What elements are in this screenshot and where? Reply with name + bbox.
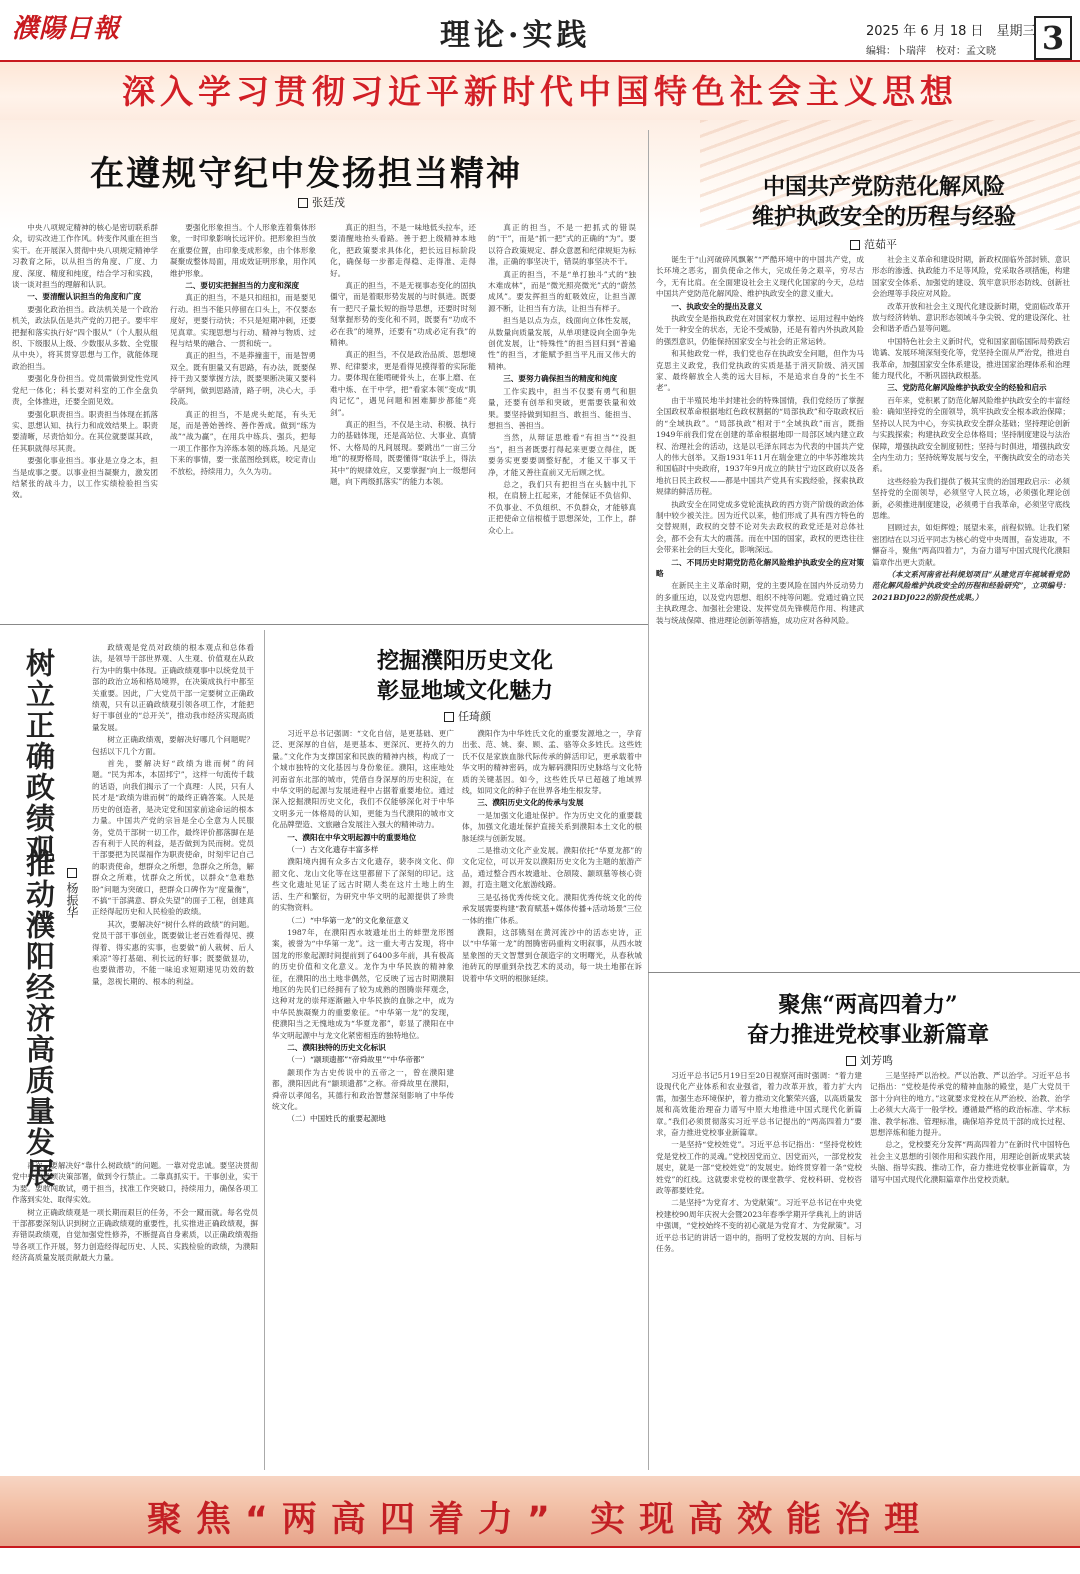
section-divider — [0, 624, 648, 625]
article4-subheading-minor: （二）“中华第一龙”的文化象征意义 — [287, 915, 409, 925]
article1-paragraph: 真正的担当，不是只扣纽扣，而是要见行动。担当不能只停留在口头上，不仅要态度好，更要行动快；不只是短期冲刺，还要见真章。实现思想与行动、精神与物质、过程与结果的融合、一贯和统一。 — [170, 293, 316, 349]
banner-title: 深入学习贯彻习近平新时代中国特色社会主义思想 — [122, 72, 958, 111]
article2-column-1 — [656, 254, 864, 964]
article2-paragraph: 在新民主主义革命时期，党的主要风险在国内外反动势力的多重压迫，以及党内思想、组织不纯等问题。党通过确立民主执政理念、加强社会建设、发挥党员先锋模范作用、构建武装与统战保障、推进理论创新等措施，成功应对各种风险。 — [656, 581, 864, 625]
page-number: 3 — [1034, 16, 1072, 60]
article5-author: 刘芳鸣 — [860, 1054, 893, 1067]
article2-paragraph: 改革开放和社会主义现代化建设新时期，党面临改革开放与经济转轨、意识形态领域斗争尖锐、党的建设深化、社会和谐矛盾凸显等问题。 — [872, 301, 1070, 334]
article3-title-line1: 树立正确政绩观 — [22, 648, 56, 865]
article4-subheading-minor: （一）古文化遗存丰富多样 — [287, 845, 379, 855]
author-marker-icon — [846, 1056, 856, 1066]
newspaper-logo: 濮陽日報 — [12, 14, 121, 44]
article4-subheading-minor: （一）“颛顼遗都”“帝舜故里”“中华帝都” — [287, 1055, 425, 1065]
author-marker-icon — [850, 240, 860, 250]
article3-title-line2: 推动濮阳经济高质量发展 — [22, 848, 56, 1189]
article5-column-2 — [870, 1070, 1070, 1466]
article1-paragraph: 真正的担当，不是虎头蛇尾，有头无尾，而是善始善终、善作善成。做到“练为战”“战为赢”，在用兵中练兵、强兵，把每一项工作都作为淬炼本领的练兵场。凡是定下来的事情，要一张蓝图绘到底，咬定青山不放松，持续用力，久久为功。 — [170, 409, 316, 476]
article4-subheading-minor: （二）中国姓氏的重要起源地 — [287, 1114, 386, 1124]
article3-paragraph: 树立正确政绩观是一项长期而艰巨的任务，不会一蹴而就。每名党员干部都要深刻认识到树立正确政绩观的重要性，扎实推进正确政绩观，摒弃错误政绩观，自觉加强党性修养，不断提高自身素质，以正确政绩观指导各项工作开展，努力创造经得起历史、人民、实践检验的政绩，为濮阳经济高质量发展贡献最大力量。 — [12, 1207, 258, 1263]
issue-date: 2025 年 6 月 18 日 星期三 — [866, 24, 1036, 39]
article5-paragraph: 习近平总书记5月19日至20日视察河南时强调：“着力建设现代化产业体系和农业强省，着力改革开放，着力扩大内需，加强生态环境保护，着力推动文化繁荣兴盛，以高质量发展和高效能治理奋力谱写中原大地推进中国式现代化新篇章。”我们必须贯彻落实习近平总书记提出的“两高四着力”要求，奋力推进党校事业新篇章。 — [656, 1071, 862, 1138]
article3-author: 杨振华 — [65, 882, 79, 918]
article1-paragraph: 当然，从辩证思维看“有担当”“没担当”，担当者既要打得起来更要立得住，既要务实更要要调整好配，才能又干事又干净，才能又善往直前又无后顾之忧。 — [488, 433, 636, 477]
article3-column-1 — [92, 642, 254, 1152]
article2-paragraph: 诞生于“山河破碎风飘絮”“严酷环境中的中国共产党，成长环境之恶劣，面负使命之伟大，完成任务之艰辛，穷尽古今，无有比肩。在全面建设社会主义现代化国家的今天，总结中国共产党防范化解风险、维护执政安全的意义重大。 — [656, 255, 864, 299]
article3-column-2 — [12, 1160, 258, 1466]
article2-subheading: 三、党防范化解风险维护执政安全的经验和启示 — [887, 383, 1047, 393]
article4-column-1 — [272, 728, 454, 1466]
article4-paragraph: 习近平总书记强调：“文化自信，是更基础、更广泛、更深厚的自信，是更基本、更深沉、更持久的力量。”文化作为支撑国家和民族的精神内核，构成了一个城市独特的文化基因与身份象征。濮阳，这座地处河南省东北部的城市，凭借自身深厚的历史积淀，在中华文明的起源与发展进程中占据着重要地位。通过深入挖掘濮阳历史文化，我们不仅能够深化对于中华文明多元一体格局的认知，更能为当代濮阳的城市文化品牌塑造、文旅融合发展注入强大的精神动力。 — [272, 729, 454, 830]
article1-author: 张廷茂 — [312, 196, 345, 209]
article1-paragraph: 真正的担当，不是无视事态变化的固执僵守，而是着眼形势发展的与时俱进。既要有一把尺子量长短的指导思想，还要时时刻刻掌握形势的变化和不同，既要有“功成不必在我”的境界，还要有“功成必定有我”的精神。 — [330, 281, 476, 348]
article1-subheading: 三、要努力确保担当的精度和纯度 — [503, 374, 618, 384]
article2-paragraph: 和其他政党一样，我们党也存在执政安全问题，但作为马克思主义政党，我们党执政的实质是基于消灭阶级、消灭国家、最终解放全人类的远大目标，不是追求自身的“长生不老”。 — [656, 349, 864, 393]
article3-paragraph: 首先，要解决好“政绩为谁而树”的问题。“民为邦本，本固邦宁”，这样一句流传千载的话语，向我们揭示了一个真理：人民，只有人民才是“政绩为谁而树”的最终正确答案。人民是历史的创造者，是决定党和国家前途命运的根本力量。中国共产党的宗旨是全心全意为人民服务，党员干部树一切工作，最终评价都落脚在是否有利于人民的利益，是否做到为民而树。党员干部要把为民谋福作为职责使命，时刻牢记自己的职责使命，想群众之所想，急群众之所急，解群众之所难，忧群众之所忧，以群众“急难愁盼”问题为突破口，把群众口碑作为“度量衡”，不搞“干部满意、群众失望”的面子工程，创建真正经得起历史和人民检验的政绩。 — [92, 759, 254, 917]
article4-paragraph: 二是推动文化产业发展。濮阳依托“华夏龙都”的文化定位，可以开发以濮阳历史文化为主题的旅游产品，通过整合西水坡遗址、仓颉陵、颛顼墓等核心资源，打造主题文化旅游线路。 — [462, 846, 642, 890]
article2-subheading: 二、不同历史时期党防范化解风险维护执政安全的应对策略 — [656, 557, 864, 578]
editor-credit: 编辑：卜瑞萍 校对：孟文晓 — [866, 46, 996, 57]
article4-paragraph: 濮阳，这部镌刻在黄河流沙中的活态史诗，正以“中华第一龙”的图腾密码重构文明叙事，从西水坡星象图的天文智慧到仓颉造字的文明曙光，从春秋城池砖瓦的厚重到杂技艺术的灵动，每一块土地都在诉说着中华文明的根脉延续。 — [462, 927, 642, 983]
article5-paragraph: 二是坚持“为党育才、为党献策”。习近平总书记在中央党校建校90周年庆祝大会暨2023年春季学期开学典礼上的讲话中强调，“党校始终不变的初心就是为党育才、为党献策”。习近平总书记的讲话一语中的，指明了党校发展的方向、目标与任务。 — [656, 1198, 862, 1254]
article2-paragraph: 执政安全是指执政党在对国家权力掌控、运用过程中始终处于一种安全的状态，无论不受威胁，还是有着内外执政风险的强烈意识，仍能保持国家安全与社会的正常运转。 — [656, 314, 864, 346]
article1-paragraph: 工作实践中，担当不仅要有勇气和胆量，还要有创举和突破，更需要铁量和效果。要坚持做到知担当、敢担当、能担当、想担当、善担当。 — [488, 386, 636, 430]
article2-project-note: （本文系河南省社科规划项目“从建党百年视域看党防范化解风险维护执政安全的历程和经验研究”，立项编号：2021BDJ022的阶段性成果。） — [872, 569, 1070, 602]
article1-paragraph: 真正的担当，不仅是主动、积极、执行力的基础体现，还是高站位、大事业、真情怀、大格局的凡间展现。要跳出“一亩三分地”的视野格局，既要懂得“取法乎上，得法其中”的规律效应，又要掌握“向上一级想问题，向下两级抓落实”的能力本领。 — [330, 419, 476, 486]
article3-paragraph: 再次，要解决好“靠什么树政绩”的问题。一靠对党忠诚。要坚决贯彻党中央的各项决策部署，做到令行禁止。二靠真抓实干。干事创业，实干为要。要敢闯敢试，勇于担当，找准工作突破口，持续用力，确保各项工作落到实处、取得实效。 — [12, 1161, 258, 1205]
article2-paragraph: 这些经验为我们提供了极其宝贵的治国理政启示：必须坚持党的全面领导，必须坚守人民立场，必须强化理论创新，必须推进制度建设，必须勇于自我革命，必须坚守底线思维。 — [872, 476, 1070, 520]
article1-paragraph: 中央八项规定精神的核心是密切联系群众，切实改进工作作风。转变作风重在担当实干。在开展深入贯彻中央八项规定精神学习教育之际，以从担当的角度、广度、力度、深度、精度和纯度，结合学习和实践，谈一谈对担当的理解和认识。 — [12, 223, 158, 290]
article4-subheading: 一、濮阳在中华文明起源中的重要地位 — [287, 832, 417, 842]
article5-paragraph: 三是坚持严以治校。严以治教、严以治学。习近平总书记指出：“党校是传承党的精神血脉的殿堂，是广大党员干部十分向往的地方。”这就要求党校在从严治校、治教、治学上必须大大高于一般学校。遵循最严格的政治标准、学术标准、教学标准、管理标准，确保培养党员干部的成长过程、思想淬炼和能力提升。 — [870, 1071, 1070, 1138]
article2-subheading: 一、执政安全的提出及意义 — [671, 301, 763, 311]
article2-paragraph: 回顾过去，如炬辉煌；展望未来，前程似锦。让我们紧密团结在以习近平同志为核心的党中央周围，奋发进取，不懈奋斗，聚焦“两高四着力”，为奋力谱写中国式现代化濮阳篇章作出更大贡献。 — [872, 523, 1070, 567]
section-title: 理论·实践 — [440, 18, 591, 53]
article4-title-line2: 彰显地域文化魅力 — [376, 678, 553, 704]
author-marker-icon — [298, 198, 308, 208]
article2-paragraph: 中国特色社会主义新时代，党和国家面临国际局势跌宕诡谲、发展环境深刻变化等，党坚持全面从严治党，推进自我革命，加强国家安全体系建设，推进国家治理体系和治理能力现代化，不断巩固执政根基。 — [872, 336, 1070, 381]
article1-column-4 — [488, 222, 636, 618]
column-divider — [264, 630, 265, 1470]
article2-column-2 — [872, 254, 1070, 964]
article2-byline — [850, 236, 897, 252]
article4-paragraph: 濮阳境内拥有众多古文化遗存，裴李岗文化、仰韶文化、龙山文化等在这里都留下了深刻的印记。这些文化遗址见证了远古时期人类在这片土地上的生活、生产和繁衍，为研究中华文明的起源提供了珍贵的实物资料。 — [272, 857, 454, 913]
article4-title-line1: 挖掘濮阳历史文化 — [376, 648, 553, 674]
article1-paragraph: 要强化政治担当。政法机关是一个政治机关，政法队伍是共产党的刀把子。要牢牢把握和落实执行好“四个服从”（个人服从组织、下级服从上级、少数服从多数、全党服从中央），将其贯穿思想与工作，就能体现政治担当。 — [12, 304, 158, 371]
article2-paragraph: 执政安全在同党成多党轮流执政的西方资产阶级的政治体制中较少被关注。因为近代以来，他们形成了具有西方特色的交替规则，政权的交替不论对失去政权的政党还是对总体社会，都不会有太大的震荡。而在中国的国家，政权的更迭往往会带来社会的巨大变化，影响深远。 — [656, 499, 864, 555]
article5-title-line2: 奋力推进党校事业新篇章 — [746, 1022, 989, 1048]
article2-title-line1: 中国共产党防范化解风险 — [762, 174, 1005, 200]
article5-column-1 — [656, 1070, 862, 1466]
article1-paragraph: 担当是以点为点，线面向立体性发展，从数量向质量发展，从单项建设向全面争先创优发展，让“特殊性”的担当回归到“普遍性”的担当，才能赋予担当平凡而又伟大的精神。 — [488, 316, 636, 371]
article1-column-1 — [12, 222, 158, 618]
author-marker-icon — [444, 712, 454, 722]
footer-divider — [0, 1546, 1080, 1548]
article4-subheading: 二、濮阳独特的历史文化标识 — [287, 1042, 386, 1052]
article4-paragraph: 1987年，在濮阳西水坡遗址出土的蚌塑龙形图案，被誉为“中华第一龙”。这一重大考古发现，将中国龙的形象起源时间提前到了6400多年前，具有极高的历史价值和文化意义。龙作为中华民族的精神象征，在濮阳的出土地非偶然，它反映了远古时期濮阳地区的先民们已经拥有了较为成熟的图腾崇拜观念，这种对龙的崇拜逐渐融入中华民族的血脉之中，成为中华民族凝聚力的重要象征。“中华第一龙”的发现，使濮阳当之无愧地成为“华夏龙都”，彰显了濮阳在中华文明起源中与龙文化紧密相连的独特地位。 — [272, 927, 454, 1040]
article5-byline — [846, 1052, 893, 1068]
article5-paragraph: 一是坚持“党校姓党”。习近平总书记指出：“坚持党校姓党是党校工作的灵魂。”党校因党而立、因党而兴，一部党校发展史，就是一部“党校姓党”的发展史。始终贯穿着一条“党校姓党”的红线。这就要求党校的课堂教学、党校科研、党校咨政等都要姓党。 — [656, 1140, 862, 1196]
article4-paragraph: 濮阳作为中华姓氏文化的重要发源地之一，孕育出张、范、姚、秦、顾、孟、骆等众多姓氏。这些姓氏不仅是家族血脉代际传承的鲜活印记，更承载着中华文明的精神密码，成为解码濮阳历史脉络与文化特质的关键基因。如今，这些姓氏早已超越了地域界线，如同文化的种子在世界各地生根发芽。 — [462, 729, 642, 796]
author-marker-icon — [67, 868, 77, 878]
article4-paragraph: 三是弘扬优秀传统文化。濮阳优秀传统文化的传承发展需要构建“教育赋基+媒体传播+活动场景”三位一体的推广体系。 — [462, 892, 642, 925]
footer-slogan: 聚焦“两高四着力” 实现高效能治理 — [146, 1500, 934, 1540]
article2-paragraph: 百年来，党积累了防范化解风险维护执政安全的丰富经验：确知坚持党的全面领导，筑牢执政安全根本政治保障；坚持以人民为中心，夯实执政安全群众基础；坚持理论创新与实践探索；构建执政安全总体格局；坚持制度建设与法治保障，增强执政安全制度韧性；坚持与时俱进，增强执政安全内生动力；坚持统筹发展与安全，平衡执政安全的动态关系。 — [872, 395, 1070, 474]
article2-paragraph: 社会主义革命和建设时期，新政权面临外部封锁、意识形态的渗透、执政能力不足等风险，党采取各项措施，构建国家安全体系、加强党的建设、筑牢意识形态防线、创新社会治理等手段应对风险。 — [872, 255, 1070, 299]
article3-paragraph: 树立正确政绩观，要解决好哪几个问题呢？包括以下几个方面。 — [92, 735, 254, 756]
section-divider — [648, 972, 1080, 973]
article1-column-3 — [330, 222, 476, 618]
article2-author: 范茹平 — [864, 238, 897, 251]
article1-paragraph: 要强化形象担当。个人形象连着集体形象，一时印象影响长远评价。把形象担当放在重要位置，由印象变成形象，由个体形象凝聚成整体局面，用成效证明形象，用作风维护形象。 — [170, 223, 316, 278]
article5-paragraph: 总之，党校要充分发挥“两高四着力”在新时代中国特色社会主义思想的引领作用和实践作用，用理论创新成果武装头脑、指导实践、推动工作，奋力推进党校事业新篇章，为谱写中国式现代化濮阳篇章作出党校贡献。 — [870, 1140, 1070, 1184]
article2-paragraph: 由于半殖民地半封建社会的特殊国情，我们党经历了掌握全国政权革命根据地红色政权割据的“局部执政”和夺取政权后的“全域执政”。“局部执政”相对于“全域执政”而言，既指1949年前我们党在创建的革命根据地即一局部区域内建立政权、治理社会的活动，这是以毛泽东同志为代表的中国共产党人的伟大创举。又指1931年11月在瑞金建立的中华苏维埃共和国临时中央政府，1937年9月成立的陕甘宁边区政府以及各地抗日民主政权——都是中国共产党具有实践经验，探索执政规律的鲜活历程。 — [656, 395, 864, 497]
article4-byline — [444, 708, 491, 724]
article4-paragraph: 颛顼作为古史传说中的五帝之一，曾在濮阳建都，濮阳因此有“颛顼遗都”之称。帝舜故里在濮阳，舜帝以孝闻名，其德行和政治智慧深刻影响了中华传统文化。 — [272, 1067, 454, 1111]
article4-paragraph: 一是加强文化遗址保护。作为历史文化的重要载体，加强文化遗址保护直接关系到濮阳本土文化的根脉延续与创新发展。 — [462, 810, 642, 843]
article4-author: 任琦颜 — [458, 710, 491, 723]
article1-paragraph: 真正的担当，不是一味地低头拉车，还要清醒地抬头看路。善于把上级精神本地化，把政策要求具体化，把长远目标阶段化，确保每一步都走得稳、走得准、走得好。 — [330, 223, 476, 278]
article1-subheading: 一、要清醒认识担当的角度和广度 — [27, 292, 142, 302]
article5-title-line1: 聚焦“两高四着力” — [778, 992, 958, 1018]
article1-paragraph: 真正的担当，不是莽撞蛮干，而是智勇双全。既有胆量又有思路，有办法，既要保持干劲又要掌握方法，既要果断决策又要科学研判，做到思路清，路子明，决心大，手段高。 — [170, 351, 316, 407]
article1-subheading: 二、要切实把握担当的力度和深度 — [185, 281, 300, 291]
article1-paragraph: 总之，我们只有把担当在头脑中扎下根，在肩膀上扛起来，才能保证不负信仰、不负事业、不负组织、不负群众，才能够真正把使命立信根植于思想深处，工作上，群众心上。 — [488, 479, 636, 535]
article4-title — [300, 646, 630, 706]
article1-paragraph: 真正的担当，不仅是政治品质、思想境界、纪律要求，更是看得见摸得着的实际能力。要体现在能啃硬骨头上，在事上磨、在难中炼、在干中学，把“看家本领”变成“肌肉记忆”，遇见问题和困难脚步都能“亮剑”。 — [330, 350, 476, 417]
column-divider — [648, 130, 649, 1470]
article3-paragraph: 政绩观是党员对政绩的根本观点和总体看法，是领导干部世界观、人生观、价值观在从政行为中的集中体现。正确政绩观事中以统党员干部的政治立场和格局境界，在决策成执行中都至关重要。因此，广大党员干部一定要树立正确政绩观，只有以正确政绩观引领各项工作，才能把好干事创业的“总开关”，推动我市经济实现高质量发展。 — [92, 643, 254, 732]
article4-subheading: 三、濮阳历史文化的传承与发展 — [477, 798, 584, 808]
article2-title-line2: 维护执政安全的历程与经验 — [751, 204, 1016, 230]
article1-paragraph: 要强化身份担当。党员需做到党性党风党纪一体化；科长要对科室的工作全盘负责，全体推进，还要全面见效。 — [12, 374, 158, 407]
article1-paragraph: 真正的担当，不是一把抓式的错误的“干”，而是“抓一把”式的正确的“为”。要以符合政策规定、群众意愿和纪律规矩为标准，正确的事坚决干，错误的事坚决不干。 — [488, 223, 636, 267]
article1-paragraph: 要强化职责担当。职责担当体现在抓落实、思想认知、执行力和成效结果上。职责要清晰，尽责恰如分。在其位就要谋其政，任其职就得尽其责。 — [12, 409, 158, 453]
article4-column-2 — [462, 728, 642, 1466]
article1-paragraph: 真正的担当，不是“单打独斗”式的“独木难成林”，而是“微光照亮微光”式的“蔚然成风”。要发挥担当的虹吸效应，让担当源源不断，让担当有方法，让担当有样子。 — [488, 269, 636, 313]
article2-title — [706, 172, 1062, 232]
article1-column-2 — [170, 222, 316, 618]
article3-paragraph: 其次，要解决好“树什么样的政绩”的问题。党员干部干事创业，既要做让老百姓看得见、摸得着、得实惠的实事，也要做“前人栽树、后人乘凉”等打基础、利长远的好事；既要做显功，也要做潜功，不能一味追求短期速见功效的数量，忽视长期的、根本的利益。 — [92, 919, 254, 986]
article1-title: 在遵规守纪中发扬担当精神 — [90, 154, 522, 194]
article1-paragraph: 要强化事业担当。事业是立身之本，担当是成事之要。以事业担当凝聚力，激发团结紧张的战斗力，以工作实绩检验担当实效。 — [12, 456, 158, 500]
article5-title — [680, 990, 1056, 1050]
article3-byline — [64, 868, 81, 918]
article1-byline — [298, 194, 345, 210]
